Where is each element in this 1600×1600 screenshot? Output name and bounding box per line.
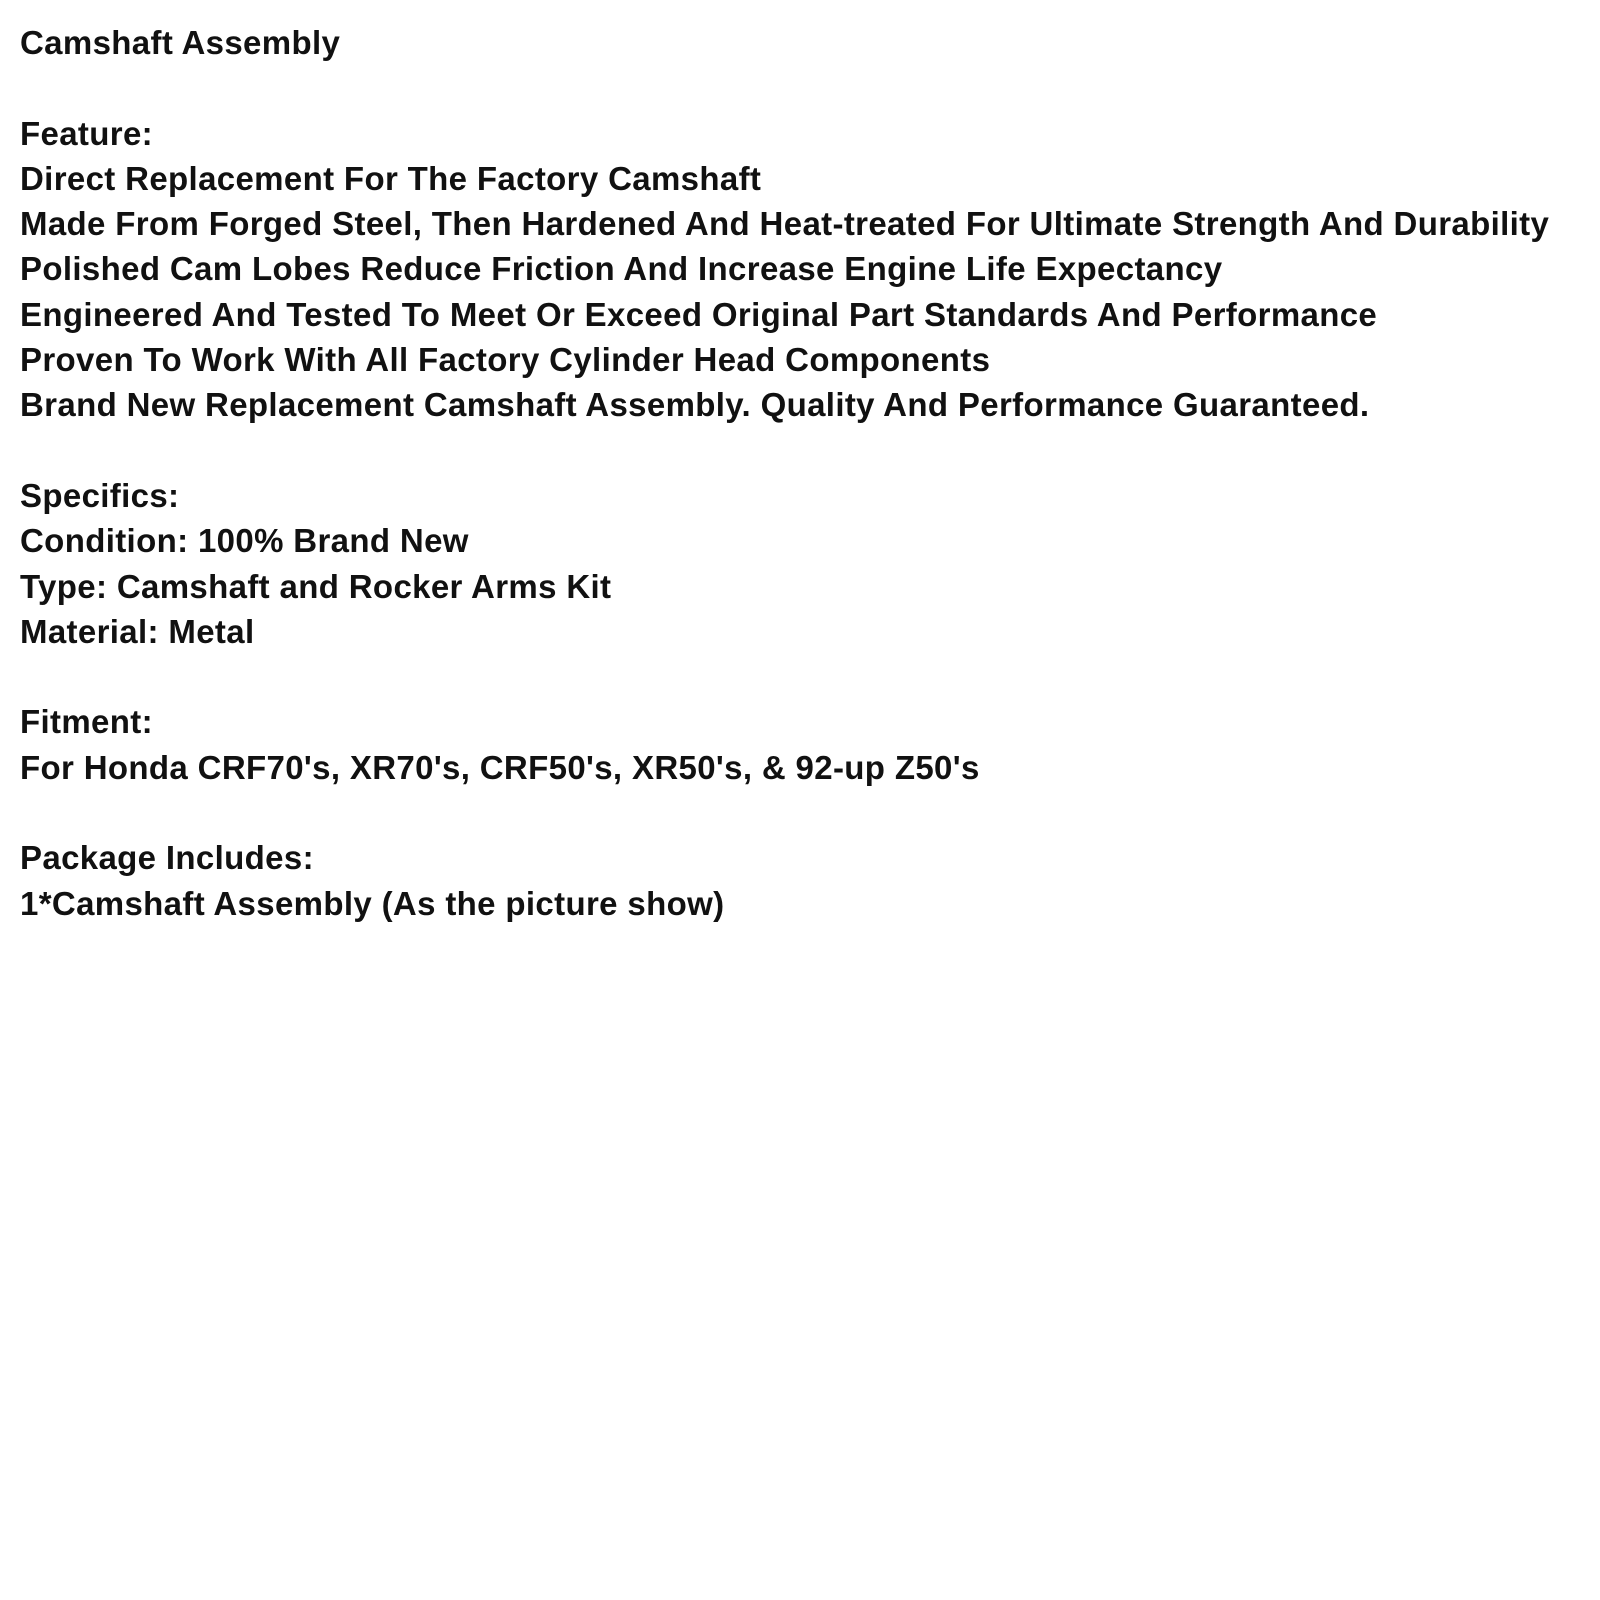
fitment-heading: Fitment: (20, 703, 153, 741)
package-section (20, 835, 1580, 926)
feature-item: Polished Cam Lobes Reduce Friction And Increase Engine Life Expectancy (20, 250, 1223, 288)
feature-heading: Feature: (20, 114, 153, 152)
spacer (20, 428, 1580, 473)
fitment-item: For Honda CRF70's, XR70's, CRF50's, XR50's, & 92-up Z50's (20, 748, 980, 786)
package-heading: Package Includes: (20, 839, 314, 877)
specifics-item: Material: Metal (20, 612, 255, 650)
feature-item: Made From Forged Steel, Then Hardened And Heat-treated For Ultimate Strength And Durability (20, 205, 1550, 243)
document-title: Camshaft Assembly (20, 24, 341, 61)
package-item: 1*Camshaft Assembly (As the picture show) (20, 884, 725, 922)
specifics-item: Type: Camshaft and Rocker Arms Kit (20, 567, 612, 605)
spacer (20, 65, 1580, 110)
feature-item: Direct Replacement For The Factory Camshaft (20, 159, 762, 197)
fitment-section (20, 699, 1580, 790)
feature-section (20, 111, 1580, 428)
specifics-heading: Specifics: (20, 476, 180, 514)
specifics-section (20, 473, 1580, 654)
feature-item: Brand New Replacement Camshaft Assembly. Quality And Performance Guaranteed. (20, 386, 1370, 424)
feature-item: Proven To Work With All Factory Cylinder Head Components (20, 341, 991, 379)
feature-item: Engineered And Tested To Meet Or Exceed Original Part Standards And Performance (20, 295, 1378, 333)
spacer (20, 790, 1580, 835)
specifics-item: Condition: 100% Brand New (20, 522, 469, 560)
spacer (20, 654, 1580, 699)
product-description (20, 20, 1580, 926)
